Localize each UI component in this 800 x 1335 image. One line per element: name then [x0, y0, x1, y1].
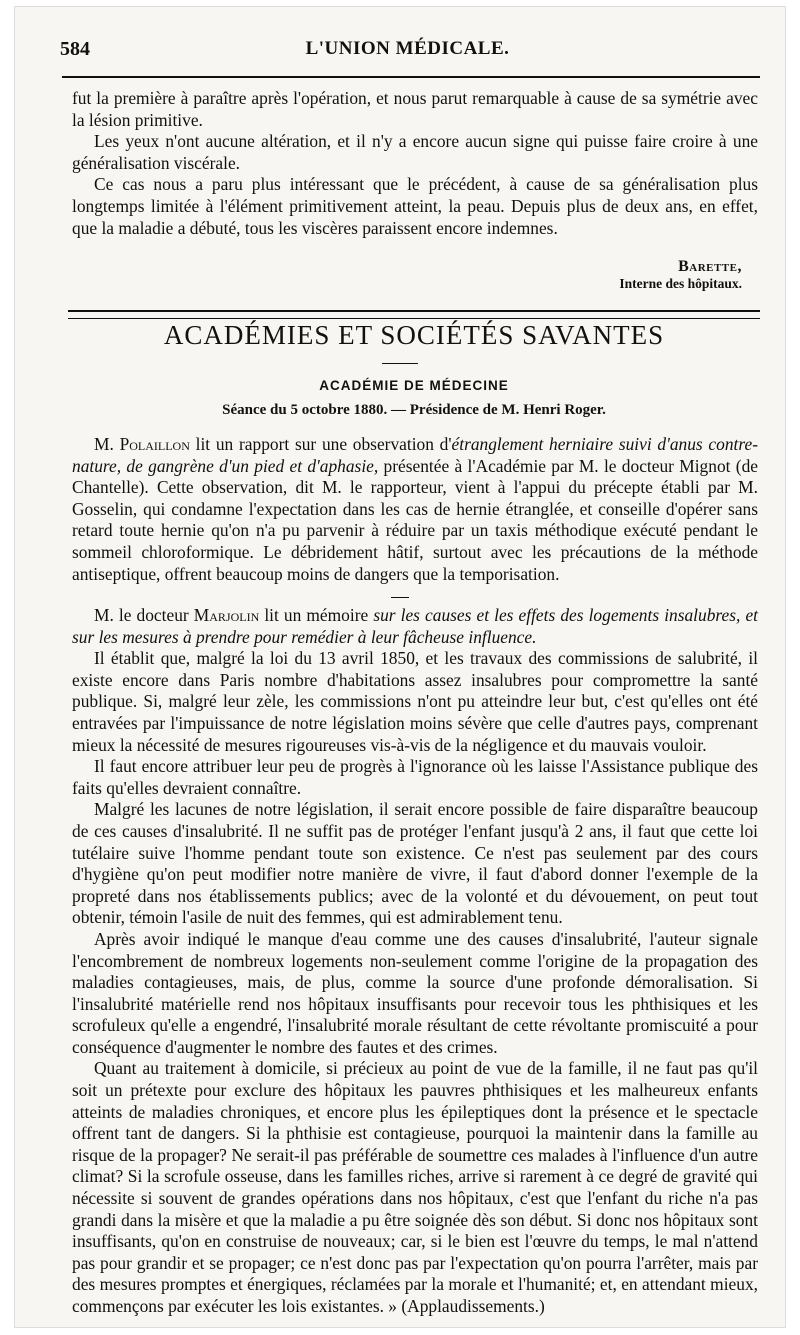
report-paragraph	[72, 434, 758, 585]
body-paragraph: Il établit que, malgré la loi du 13 avril 1850, et les travaux des commissions de salubrité, il existe encore dans Paris nombre d'habitations assez insalubres pour compromettre la santé publique. Si, malgré leur zèle, les commissions n'ont pu atteindre leur but, c'est qu'elles ont été entravées par l'impuissance de notre législation moins sévère que celle d'autres pays, comprenant mieux la nécessité de mesures rigoureuses vis-à-vis de la négligence et du mauvais vouloir.	[72, 648, 758, 755]
running-title: L'UNION MÉDICALE.	[305, 38, 510, 59]
author-prefix: M. le docteur	[94, 605, 194, 625]
report-separator	[391, 597, 409, 598]
intro-text	[72, 88, 758, 239]
subsection-title: ACADÉMIE DE MÉDECINE	[319, 378, 509, 393]
author-name: Polaillon	[119, 434, 190, 454]
intro-paragraph: Les yeux n'ont aucune altération, et il n'y a encore aucun signe qui puisse faire croire à une généralisation viscérale.	[72, 131, 758, 173]
report-title: étranglement herniaire suivi d'anus contre-nature, de gangrène d'un pied et d'aphasie,	[72, 434, 758, 476]
report-polaillon	[72, 434, 758, 585]
body-paragraph: Après avoir indiqué le manque d'eau comme une des causes d'insalubrité, l'auteur signale l'encombrement de nombreux logements non-seulement comme l'origine de la propagation des maladies contagieuses, mais, de plus, comme la source d'une profonde démoralisation. Si l'insalubrité matérielle rend nos hôpitaux insuffisants pour recevoir tous les phthisiques et les scrofuleux qu'elle a engendré, l'insalubrité morale résultant de cette révoltante promiscuité a pour conséquence d'augmenter le nombre des fautes et des crimes.	[72, 928, 758, 1057]
section-divider	[68, 310, 760, 319]
report-marjolin	[72, 605, 758, 1318]
body-paragraph: Il faut encore attribuer leur peu de progrès à l'ignorance où les laisse l'Assistance publique des faits qu'elles devraient connaître.	[72, 756, 758, 798]
report-title: sur les causes et les effets des logements insalubres, et sur les mesures à prendre pour remédier à leur fâcheuse influence.	[72, 605, 758, 647]
intro-paragraph: Ce cas nous a paru plus intéressant que le précédent, à cause de sa généralisation plus longtemps limitée à l'élément primitivement atteint, la peau. Depuis plus de deux ans, en effet, que la maladie a débuté, tous les viscères paraissent encore indemnes.	[72, 174, 758, 238]
author-prefix: M.	[94, 434, 120, 454]
title-rule	[382, 363, 418, 364]
signature	[619, 258, 742, 292]
section-title: ACADÉMIES ET SOCIÉTÉS SAVANTES	[163, 320, 665, 350]
session-line: Séance du 5 octobre 1880. — Présidence de M. Henri Roger.	[222, 402, 606, 418]
page-header	[60, 38, 755, 68]
page-number: 584	[60, 38, 90, 60]
intro-paragraph: fut la première à paraître après l'opération, et nous parut remarquable à cause de sa symétrie avec la lésion primitive.	[72, 88, 758, 130]
author-name: Marjolin	[193, 605, 260, 625]
report-lead: lit un mémoire	[259, 605, 374, 625]
signature-name: Barette,	[678, 258, 742, 275]
signature-role: Interne des hôpitaux.	[619, 276, 742, 291]
body-paragraph: Quant au traitement à domicile, si précieux au point de vue de la famille, il ne faut pas qu'il soit un prétexte pour exclure des hôpitaux les pauvres phthisiques et les malheureux enfants atteints de maladies chroniques, et encore plus les épileptiques dont la présence et le spectacle offrent tant de dangers. Si la phthisie est contagieuse, pourquoi la maintenir dans la famille au risque de la propager? Ne serait-il pas préférable de soumettre ces malades à l'influence d'un autre climat? Si la scrofule osseuse, dans les familles riches, arrive si rarement à ce degré de gravité qui nécessite si souvent de grandes opérations dans nos hôpitaux, c'est que l'enfant du riche n'a pas grandi dans la misère et que la maladie a pu être soignée dès son début. Si donc nos hôpitaux sont insuffisants, qu'on en construise de nouveaux; car, si le bien est l'œuvre du temps, le mal n'attend pas pour grandir et se propager; ce n'est donc pas par l'expectation qu'on pourra l'arrêter, mais par des mesures promptes et énergiques, réclamées par la morale et l'humanité; et, en attendant mieux, commençons par exécuter les lois existantes. » (Applaudissements.)	[72, 1058, 758, 1316]
report-paragraph	[72, 605, 758, 648]
report-body: présentée à l'Académie par M. le docteur Mignot (de Chantelle). Cette observation, dit M. le rapporteur, vient à l'appui du précepte établi par M. Gosselin, qui condamne l'expectation dans les cas de hernie étranglée, et conseille d'opérer sans retard toute hernie qu'on n'a pu parvenir à réduire par un taxis méthodique exécuté pendant le sommeil chloroformique. Le débridement hâtif, surtout avec les précautions de la méthode antiseptique, offrent beaucoup moins de dangers que la temporisation.	[72, 455, 758, 584]
body-paragraph: Malgré les lacunes de notre législation, il serait encore possible de faire disparaître beaucoup de ces causes d'insalubrité. Il ne suffit pas de protéger l'enfant jusqu'à 2 ans, il faut que cette loi tutélaire suive l'homme pendant toute son existence. Ce n'est pas seulement par des cours d'hygiène qu'on peut modifier notre manière de vivre, il faut d'abord donner l'exemple de la propreté dans nos établissements publics; avec de la volonté et du dévouement, on peut tout obtenir, témoin l'asile de nuit des femmes, qui est admirablement tenu.	[72, 799, 758, 928]
report-lead: lit un rapport sur une observation d'	[189, 434, 452, 454]
header-rule	[62, 76, 760, 78]
